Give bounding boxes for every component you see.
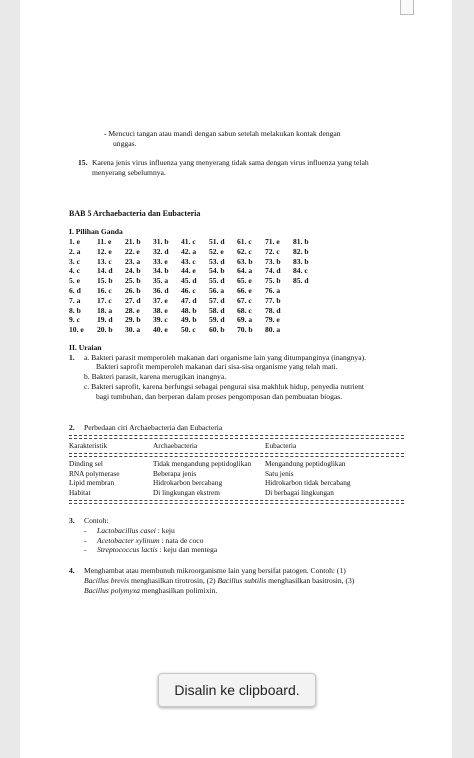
chapter-title: BAB 5 Archaebacteria dan Eubacteria	[69, 209, 201, 218]
answer-column	[125, 237, 141, 335]
answer-item: 42. a	[181, 246, 197, 256]
answer-item: 72. c	[265, 246, 280, 256]
uraian2-number: 2.	[69, 423, 75, 432]
answer-item: 43. c	[181, 256, 196, 266]
table-cell: RNA polymerase	[69, 468, 120, 478]
table-rule	[69, 438, 404, 439]
section-heading-pilihan: I. Pilihan Ganda	[69, 227, 123, 236]
answer-item: 31. b	[153, 237, 169, 246]
table-header-archaebacteria: Archaebacteria	[153, 441, 198, 450]
answer-item: 80. a	[265, 325, 281, 335]
uraian4-fragment: menghasilkan tirotrosin, (2)	[129, 576, 218, 585]
answer-item: 30. a	[125, 325, 141, 335]
answer-item: 60. b	[209, 325, 225, 335]
answer-item: 70. b	[237, 325, 253, 335]
bookmark-icon[interactable]	[400, 0, 414, 15]
uraian1-c: c. Bakteri saprofit, karena berfungsi sebagai pengurai sisa makhluk hidup, penyedia nutrient	[84, 382, 365, 391]
answer-item: 25. b	[125, 276, 141, 286]
section-heading-uraian: II. Uraian	[69, 343, 102, 352]
uraian4-number: 4.	[69, 566, 75, 575]
answer-item: 7. a	[69, 295, 81, 305]
answer-item: 45. d	[181, 276, 197, 286]
species-name: Streptococcus lactis	[97, 545, 158, 554]
dash-bullet: -	[84, 545, 87, 554]
answer-item: 34. b	[153, 266, 169, 276]
table-cell: Di berbagai lingkungan	[265, 487, 334, 497]
answer-item: 6. d	[69, 285, 81, 295]
answer-item: 65. e	[237, 276, 252, 286]
answer-column	[265, 237, 281, 335]
table-cell: Lipid membran	[69, 478, 115, 487]
answer-item: 76. a	[265, 285, 281, 295]
answer-item: 85. d	[293, 276, 309, 286]
uraian4-fragment: menghasilkan polimixin.	[139, 586, 218, 595]
answer-item: 18. a	[97, 305, 113, 315]
uraian4-text-cont2	[84, 586, 217, 595]
answer-item: 24. b	[125, 266, 141, 276]
answer-column	[153, 237, 169, 335]
example-item	[84, 526, 175, 535]
answer-item: 56. a	[209, 285, 225, 295]
answer-column	[69, 237, 84, 335]
answer-item: 28. e	[125, 305, 140, 315]
answer-item: 19. d	[97, 315, 113, 325]
answer-item: 40. e	[153, 325, 168, 335]
table-cell: Satu jenis	[265, 468, 294, 478]
answer-item: 44. e	[181, 266, 196, 276]
uraian1-a-cont: Bakteri saprofit memperoleh makanan dari sisa-sisa organisme yang telah mati.	[96, 362, 338, 371]
table-header-eubacteria: Eubacteria	[265, 441, 297, 450]
answer-item: 22. e	[125, 246, 140, 256]
answer-item: 48. b	[181, 305, 197, 315]
table-rule	[69, 500, 404, 501]
answer-item: 63. b	[237, 256, 253, 266]
uraian1-c-cont: bagi tumbuhan, dan berperan dalam proses pengomposan dan pembuatan biogas.	[96, 392, 343, 401]
answer-item: 41. c	[181, 237, 196, 246]
answer-item: 29. b	[125, 315, 141, 325]
answer-item: 67. c	[237, 295, 252, 305]
uraian4-text-cont	[84, 576, 354, 585]
answer-item: 74. d	[265, 266, 281, 276]
answer-column	[293, 237, 309, 286]
answer-item: 11. e	[97, 237, 112, 246]
example-use: : nata de coco	[159, 535, 204, 545]
answer-item: 21. b	[125, 237, 141, 246]
answer-item: 4. c	[69, 266, 80, 276]
answer-item: 33. e	[153, 256, 168, 266]
table-cell: Habitat	[69, 487, 91, 497]
uraian3-title: Contoh:	[84, 516, 109, 525]
species-name: Bacillus brevis	[84, 576, 130, 585]
answer-item: 27. d	[125, 295, 141, 305]
uraian3-number: 3.	[69, 516, 75, 525]
answer-item: 66. e	[237, 285, 252, 295]
answer-item: 73. b	[265, 256, 281, 266]
answer-item: 8. b	[69, 305, 81, 315]
answer-item: 3. c	[69, 256, 80, 266]
answer-item: 47. d	[181, 295, 197, 305]
uraian1-a: a. Bakteri parasit memperoleh makanan dari organisme lain yang ditumpanginya (inangnya).	[84, 353, 367, 362]
answer-item: 46. c	[181, 285, 196, 295]
answer-item: 58. d	[209, 305, 225, 315]
answer-item: 23. a	[125, 256, 141, 266]
answer-item: 26. b	[125, 285, 141, 295]
table-rule	[69, 453, 404, 454]
answer-item: 57. d	[209, 295, 225, 305]
uraian1-b: b. Bakteri parasit, karena merugikan inangnya.	[84, 372, 227, 381]
answer-item: 64. a	[237, 266, 253, 276]
table-cell: Mengandung peptidoglikan	[265, 459, 346, 468]
table-cell: Hidrokarbon tidak bercabang	[265, 478, 351, 487]
answer-item: 84. c	[293, 266, 308, 276]
copied-toast: Disalin ke clipboard.	[158, 673, 316, 707]
answer-item: 37. e	[153, 295, 168, 305]
answer-item: 38. e	[153, 305, 168, 315]
species-name: Acetobacter xylinum	[97, 535, 160, 545]
answer-item: 51. d	[209, 237, 225, 246]
answer-item: 82. b	[293, 246, 309, 256]
answer-item: 12. e	[97, 246, 112, 256]
answer-item: 55. d	[209, 276, 225, 286]
answer-item: 62. c	[237, 246, 252, 256]
example-item	[84, 545, 217, 554]
q15-number: 15.	[78, 158, 88, 167]
dash-bullet: -	[84, 535, 87, 545]
bullet-text: - Mencuci tangan atau mandi dengan sabun setelah melakukan kontak dengan	[104, 129, 341, 138]
answer-item: 5. e	[69, 276, 80, 286]
table-header-karakteristik: Karakteristik	[69, 441, 108, 450]
answer-item: 81. b	[293, 237, 309, 246]
answer-item: 78. d	[265, 305, 281, 315]
table-cell: Dinding sel	[69, 459, 103, 468]
answer-item: 83. b	[293, 256, 309, 266]
answer-item: 17. c	[97, 295, 112, 305]
answer-item: 54. b	[209, 266, 225, 276]
bullet-text-cont: unggas.	[113, 139, 137, 148]
answer-item: 68. c	[237, 305, 252, 315]
answer-item: 16. c	[97, 285, 112, 295]
table-cell: Tidak mengandung peptidoglikan	[153, 459, 252, 468]
answer-item: 32. d	[153, 246, 169, 256]
answer-item: 15. b	[97, 276, 113, 286]
answer-item: 59. d	[209, 315, 225, 325]
answer-item: 50. c	[181, 325, 196, 335]
answer-item: 53. d	[209, 256, 225, 266]
q15-text: Karena jenis virus influenza yang menyerang tidak sama dengan virus influenza yang telah	[92, 158, 369, 167]
answer-item: 75. b	[265, 276, 281, 286]
uraian4-text: Menghambat atau membunuh mikroorganisme lain yang bersifat patogen. Contoh: (1)	[84, 566, 346, 575]
answer-item: 10. e	[69, 325, 84, 335]
uraian1-number: 1.	[69, 353, 75, 362]
table-rule	[69, 456, 404, 457]
answer-item: 39. c	[153, 315, 168, 325]
answer-column	[209, 237, 225, 335]
species-name: Lactobacillus casei	[97, 526, 156, 535]
example-use: : keju	[155, 526, 175, 535]
example-use: : keju dan mentega	[157, 545, 218, 554]
answer-item: 61. c	[237, 237, 252, 246]
answer-item: 20. b	[97, 325, 113, 335]
species-name: Bacillus subtilis	[217, 576, 267, 585]
answer-item: 77. b	[265, 295, 281, 305]
answer-item: 69. a	[237, 315, 253, 325]
answer-item: 9. c	[69, 315, 80, 325]
answer-column	[237, 237, 253, 335]
answer-column	[181, 237, 197, 335]
species-name: Bacillus polymyxa	[84, 586, 140, 595]
answer-item: 79. e	[265, 315, 280, 325]
q15-text-cont: menyerang sebelumnya.	[92, 168, 166, 177]
table-cell: Beberapa jenis	[153, 468, 197, 478]
answer-item: 71. e	[265, 237, 280, 246]
table-rule	[69, 435, 404, 436]
answer-column	[97, 237, 113, 335]
answer-item: 2. a	[69, 246, 81, 256]
answer-item: 35. a	[153, 276, 169, 286]
example-item	[84, 536, 203, 545]
table-rule	[69, 503, 404, 504]
answer-item: 36. d	[153, 285, 169, 295]
answer-item: 49. b	[181, 315, 197, 325]
table-cell: Di lingkungan ekstrem	[153, 487, 220, 497]
uraian2-title: Perbedaan ciri Archaebacteria dan Eubacteria	[84, 423, 223, 432]
answer-item: 1. e	[69, 237, 80, 246]
dash-bullet: -	[84, 526, 87, 535]
table-cell: Hidrokarbon bercabang	[153, 478, 223, 487]
answer-item: 14. d	[97, 266, 113, 276]
answer-item: 52. e	[209, 246, 224, 256]
uraian4-fragment: menghasilkan basitrosin, (3)	[266, 576, 355, 585]
answer-item: 13. c	[97, 256, 112, 266]
